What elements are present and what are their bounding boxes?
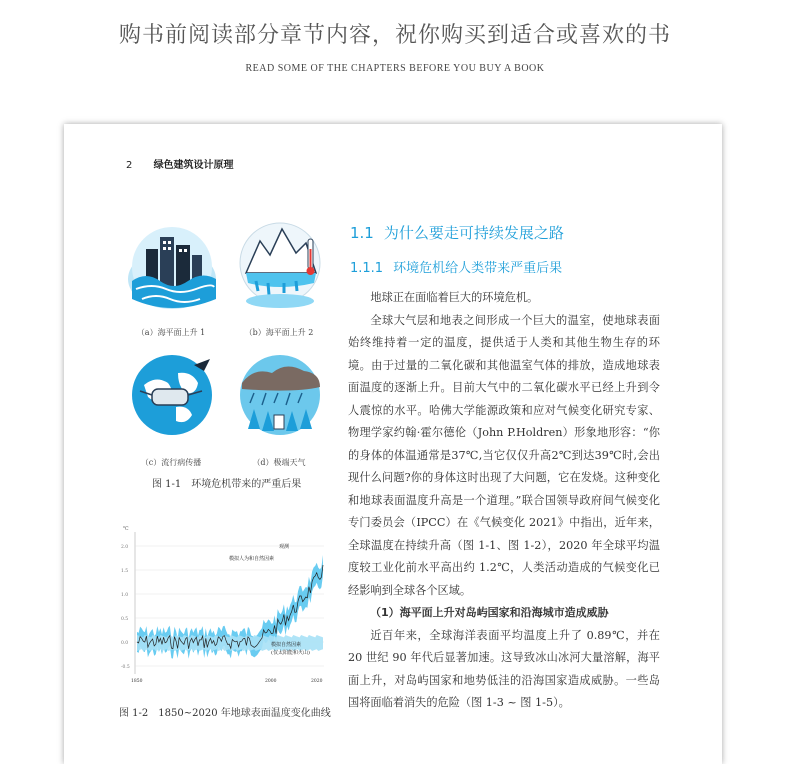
annotation-natural-note: (仅太阳能和火山)	[271, 650, 310, 656]
annotation-human-natural: 模拟人为和自然因素	[229, 556, 275, 562]
sea-level-rise-illustration-1	[126, 219, 218, 311]
figure-1-1c-caption: （c）流行病传播	[140, 458, 202, 467]
y-tick-label: 1.0	[121, 593, 129, 598]
y-tick-label: 1.5	[121, 569, 129, 574]
subsection-heading	[350, 257, 660, 277]
sub-heading-sea-level: （1）海平面上升对岛屿国家和沿海城市造成威胁	[370, 606, 609, 619]
figure-1-1b-caption: （b）海平面上升 2	[244, 328, 314, 337]
y-tick-label: 0.0	[121, 641, 129, 646]
section-number: 1.1	[350, 224, 374, 242]
figure-1-2	[119, 524, 339, 719]
epidemic-illustration	[126, 349, 218, 441]
extreme-weather-illustration	[234, 349, 326, 441]
book-page	[64, 124, 722, 764]
body-text	[348, 287, 660, 715]
main-text-column	[348, 222, 660, 715]
sea-level-rise-illustration-2	[234, 219, 326, 311]
y-tick-label: -0.5	[121, 665, 130, 670]
temperature-chart	[119, 524, 334, 689]
paragraph-3: 近百年来，全球海洋表面平均温度上升了 0.89℃，并在 20 世纪 90 年代后显著加速。这导致冰山冰河大量溶解，海平面上升，对岛屿国家和地势低洼的沿海国家造成威胁。一些岛国将面临着消失的危险（图 1-3 ~ 图 1-5）。	[348, 628, 660, 709]
banner-title: 购书前阅读部分章节内容，祝你购买到适合或喜欢的书	[118, 23, 671, 48]
y-tick-label: 2.0	[121, 545, 129, 550]
subsection-number: 1.1.1	[350, 261, 384, 276]
section-heading	[350, 222, 660, 244]
y-tick-label: 0.5	[121, 617, 129, 622]
subsection-title: 环境危机给人类带来严重后果	[393, 261, 563, 276]
figure-1-1d-caption: （d）极端天气	[252, 458, 306, 467]
banner-subtitle: READ SOME OF THE CHAPTERS BEFORE YOU BUY A BOOK	[245, 63, 545, 74]
x-tick-label: 1850	[131, 679, 143, 684]
annotation-natural: 模拟自然因素	[271, 642, 302, 648]
x-tick-label: 2020	[311, 679, 323, 684]
figure-1-1	[116, 219, 336, 494]
running-title: 绿色建筑设计原理	[153, 160, 234, 171]
annotation-observed: 观测	[279, 544, 290, 550]
page-header	[126, 156, 234, 171]
figure-1-1-caption: 图 1-1 环境危机带来的严重后果	[152, 479, 302, 490]
page-number: 2	[126, 160, 133, 171]
paragraph-2: 全球大气层和地表之间形成一个巨大的温室，使地球表面始终维持着一定的温度，提供适于人类和其他生物生存的环境。由于过量的二氧化碳和其他温室气体的排放，造成地球表面温度的逐渐上升。目前大气中的二氧化碳水平已经上升到令人震惊的水平。哈佛大学能源政策和应对气候变化研究专家、物理学家约翰·霍尔德伦（John P.Holdren）形象地形容：“你的身体的体温通常是37℃,当它仅仅升高2℃到达39℃时,会出现什么问题?你的身体这时出现了大问题，它在发烧。这种变化和地球表面温度升高是一个道理。”联合国领导政府间气候变化专门委员会（IPCC）在《气候变化 2021》中指出，近年来，全球温度在持续升高（图 1-1、图 1-2），2020 年全球平均温度较工业化前水平高出约 1.2℃，人类活动造成的气候变化已经影响到全球各个区域。	[348, 313, 660, 597]
section-title: 为什么要走可持续发展之路	[383, 224, 564, 242]
paragraph-1: 地球正在面临着巨大的环境危机。	[370, 291, 539, 304]
x-tick-label: 2000	[265, 679, 277, 684]
figure-1-2-caption: 图 1-2 1850~2020 年地球表面温度变化曲线	[119, 708, 331, 719]
figure-1-1a-caption: （a）海平面上升 1	[136, 328, 206, 337]
chart-unit-label: ℃	[123, 526, 129, 532]
